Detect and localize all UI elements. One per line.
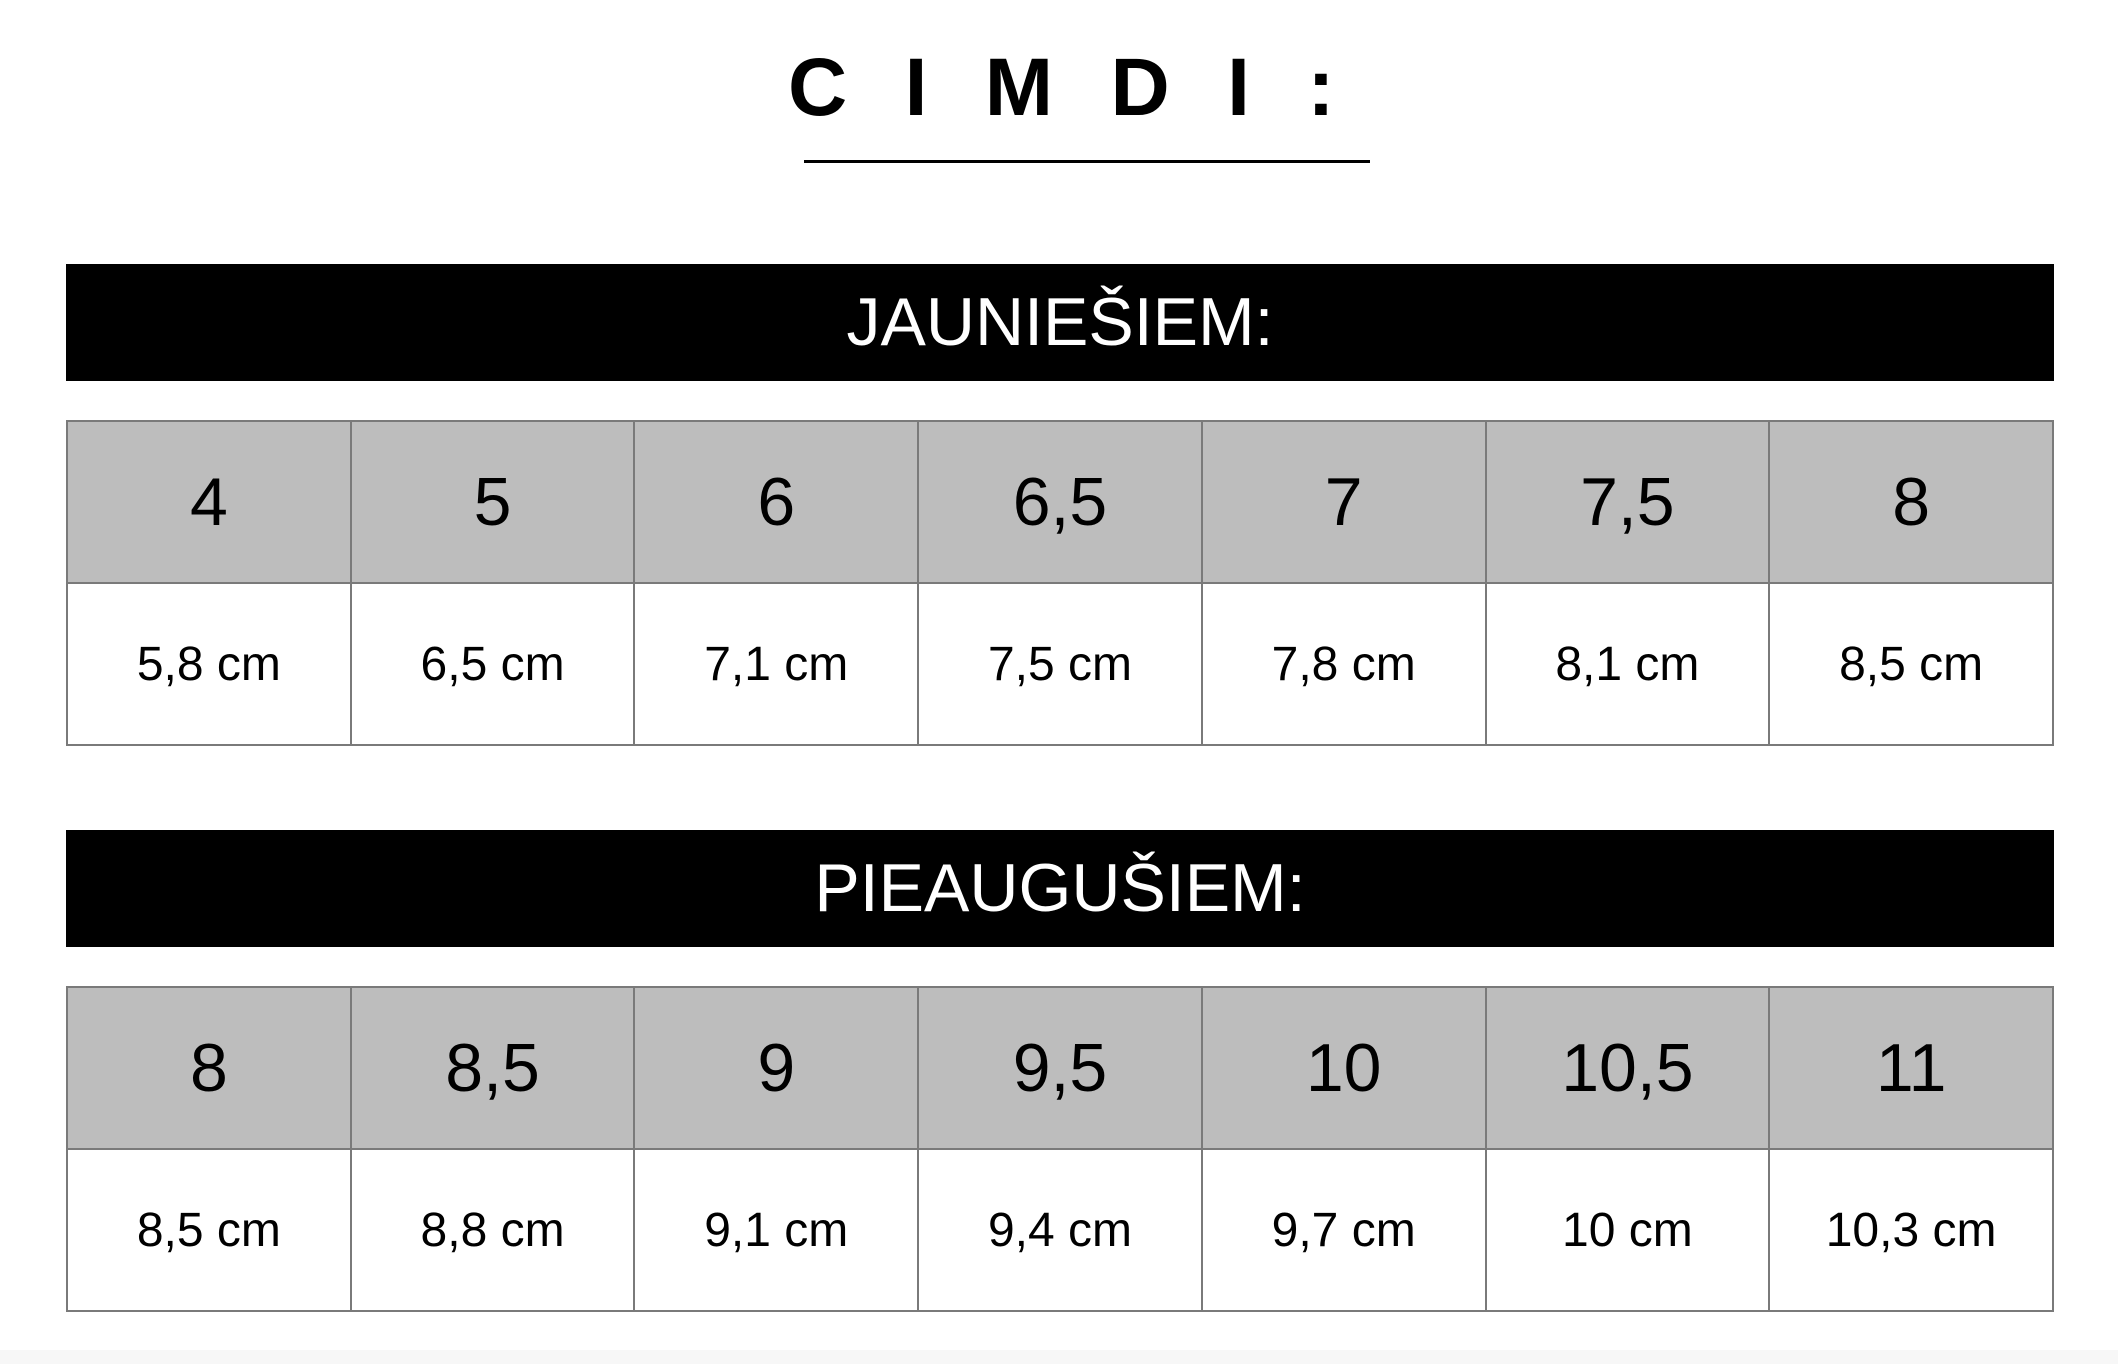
size-cell: 9: [634, 987, 918, 1149]
measurement-cell: 9,7 cm: [1202, 1149, 1486, 1311]
size-cell: 5: [351, 421, 635, 583]
measurement-cell: 8,1 cm: [1486, 583, 1770, 745]
measurement-cell: 6,5 cm: [351, 583, 635, 745]
page-title: CIMDI:: [787, 42, 1392, 133]
size-row: [67, 421, 2053, 583]
size-cell: 4: [67, 421, 351, 583]
measurement-cell: 8,5 cm: [1769, 583, 2053, 745]
measurement-row: [67, 583, 2053, 745]
size-cell: 6,5: [918, 421, 1202, 583]
measurement-cell: 9,1 cm: [634, 1149, 918, 1311]
bottom-edge: [0, 1350, 2118, 1364]
size-cell: 6: [634, 421, 918, 583]
measurement-cell: 7,1 cm: [634, 583, 918, 745]
measurement-cell: 8,8 cm: [351, 1149, 635, 1311]
size-cell: 7,5: [1486, 421, 1770, 583]
measurement-row: [67, 1149, 2053, 1311]
measurement-cell: 7,8 cm: [1202, 583, 1486, 745]
measurement-cell: 10 cm: [1486, 1149, 1770, 1311]
size-table-youth: [66, 420, 2054, 746]
measurement-cell: 7,5 cm: [918, 583, 1202, 745]
measurement-cell: 8,5 cm: [67, 1149, 351, 1311]
measurement-cell: 9,4 cm: [918, 1149, 1202, 1311]
size-cell: 10,5: [1486, 987, 1770, 1149]
section-heading-youth: JAUNIEŠIEM:: [66, 264, 2054, 381]
size-cell: 8,5: [351, 987, 635, 1149]
measurement-cell: 5,8 cm: [67, 583, 351, 745]
size-cell: 8: [1769, 421, 2053, 583]
size-cell: 11: [1769, 987, 2053, 1149]
size-row: [67, 987, 2053, 1149]
section-heading-adults: PIEAUGUŠIEM:: [66, 830, 2054, 947]
size-cell: 9,5: [918, 987, 1202, 1149]
size-cell: 8: [67, 987, 351, 1149]
title-underline: [804, 160, 1370, 163]
size-cell: 10: [1202, 987, 1486, 1149]
size-table-adults: [66, 986, 2054, 1312]
size-cell: 7: [1202, 421, 1486, 583]
measurement-cell: 10,3 cm: [1769, 1149, 2053, 1311]
